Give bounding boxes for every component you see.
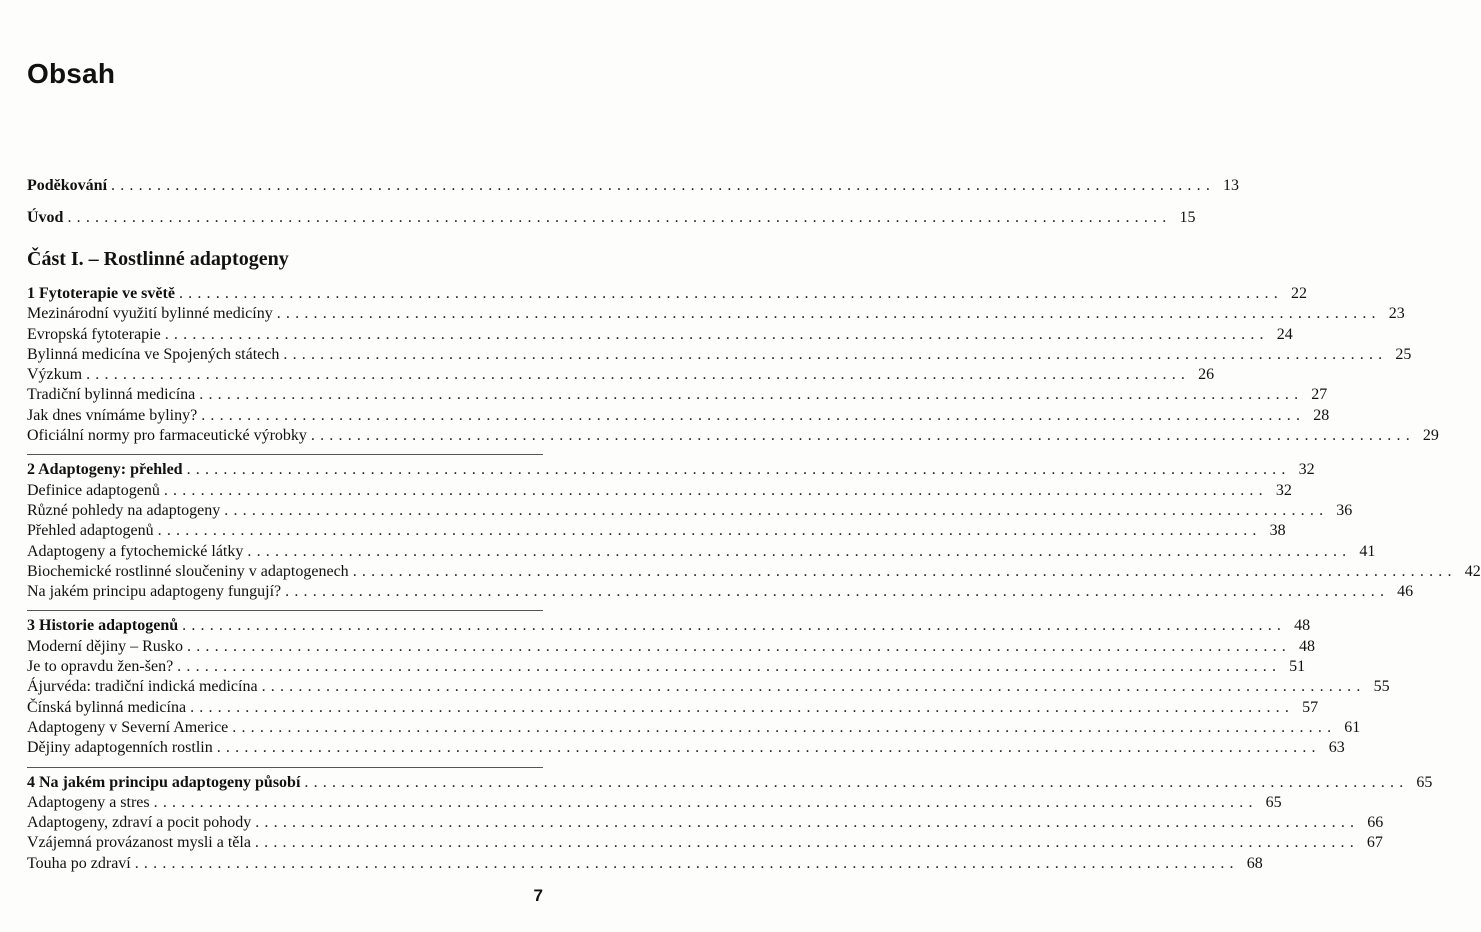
toc-entry[interactable] xyxy=(27,637,1315,657)
chapter-block xyxy=(27,454,1481,602)
dot-leader: ........................................................................................................................ xyxy=(304,773,1409,791)
toc-entry-page: 48 xyxy=(1299,637,1315,655)
toc-entry[interactable] xyxy=(27,426,1439,446)
dot-leader: ........................................................................................................................ xyxy=(164,325,1269,343)
toc-entry-page: 25 xyxy=(1395,345,1412,363)
toc-entry[interactable] xyxy=(27,385,1328,405)
toc-entry-label: Poděkování xyxy=(27,177,108,194)
chapter-divider xyxy=(27,610,543,611)
toc-entry-page: 68 xyxy=(1246,854,1263,872)
chapter-list xyxy=(27,284,1481,874)
chapter-heading[interactable] xyxy=(27,460,1315,480)
toc-entry-page: 32 xyxy=(1298,461,1315,479)
dot-leader: ........................................................................................................................ xyxy=(201,406,1306,424)
dot-leader: ........................................................................................................................ xyxy=(86,366,1191,384)
dot-leader: ........................................................................................................................ xyxy=(177,658,1282,676)
toc-entry[interactable] xyxy=(27,562,1481,582)
toc-entry[interactable] xyxy=(27,501,1353,521)
dot-leader: ........................................................................................................................ xyxy=(255,814,1360,832)
chapter-heading[interactable] xyxy=(27,284,1307,304)
toc-entry-label: Jak dnes vnímáme byliny? xyxy=(27,406,198,424)
toc-entry-page: 65 xyxy=(1265,793,1282,811)
toc-entry-label: Je to opravdu žen-šen? xyxy=(27,658,174,676)
toc-entry[interactable] xyxy=(27,813,1384,833)
toc-entry-label: Vzájemná provázanost mysli a těla xyxy=(27,834,251,852)
dot-leader: ........................................................................................................................ xyxy=(199,386,1304,404)
dot-leader: ........................................................................................................................ xyxy=(247,542,1352,560)
dot-leader: ........................................................................................................................ xyxy=(254,834,1359,852)
toc-entry[interactable] xyxy=(27,365,1215,385)
dot-leader: ........................................................................................................................ xyxy=(134,854,1239,872)
toc-entry[interactable] xyxy=(27,677,1390,697)
toc-entry-label: Výzkum xyxy=(27,366,83,384)
toc-entry-label: Bylinná medicína ve Spojených státech xyxy=(27,345,280,363)
dot-leader: ........................................................................................................................ xyxy=(178,285,1283,302)
dot-leader: ........................................................................................................................ xyxy=(186,461,1291,479)
toc-entry[interactable] xyxy=(27,325,1293,345)
toc-entry[interactable] xyxy=(27,718,1361,738)
toc-entry-label: Úvod xyxy=(27,209,64,226)
table-of-contents xyxy=(27,170,1481,882)
toc-entry[interactable] xyxy=(27,793,1282,813)
toc-entry-page: 32 xyxy=(1275,481,1292,499)
toc-entry-page: 23 xyxy=(1388,305,1405,323)
toc-entry-acknowledgements[interactable] xyxy=(27,170,1240,202)
toc-entry-page: 36 xyxy=(1336,501,1353,519)
dot-leader: ........................................................................................................................ xyxy=(190,698,1295,716)
toc-entry-page: 57 xyxy=(1302,698,1319,716)
toc-entry-label: Touha po zdraví xyxy=(27,854,131,872)
dot-leader: ........................................................................................................................ xyxy=(153,793,1258,811)
toc-entry[interactable] xyxy=(27,657,1306,677)
toc-entry-page: 27 xyxy=(1311,386,1328,404)
toc-entry-introduction[interactable] xyxy=(27,202,1196,234)
dot-leader: ........................................................................................................................ xyxy=(216,739,1321,757)
chapter-divider xyxy=(27,454,543,455)
chapter-block xyxy=(27,284,1439,446)
dot-leader: ........................................................................................................................ xyxy=(276,305,1381,323)
toc-entry-label: Mezinárodní využití bylinné medicíny xyxy=(27,305,273,323)
toc-entry-page: 13 xyxy=(1223,177,1240,194)
dot-leader: ........................................................................................................................ xyxy=(285,583,1390,601)
dot-leader: ........................................................................................................................ xyxy=(261,678,1366,696)
toc-entry[interactable] xyxy=(27,833,1383,853)
toc-entry-label: Adaptogeny, zdraví a pocit pohody xyxy=(27,814,252,832)
toc-entry-label: Různé pohledy na adaptogeny xyxy=(27,501,221,519)
toc-entry[interactable] xyxy=(27,542,1376,562)
chapter-block xyxy=(27,610,1390,758)
dot-leader: ........................................................................................................................ xyxy=(310,427,1415,445)
toc-entry-page: 61 xyxy=(1344,718,1361,736)
toc-entry-page: 66 xyxy=(1367,814,1384,832)
toc-entry-page: 65 xyxy=(1416,773,1433,791)
toc-entry-page: 41 xyxy=(1359,542,1376,560)
toc-entry-label: Čínská bylinná medicína xyxy=(27,698,187,716)
toc-entry-label: Tradiční bylinná medicína xyxy=(27,386,196,404)
toc-entry-page: 38 xyxy=(1269,522,1286,540)
toc-entry-label: 3 Historie adaptogenů xyxy=(27,617,179,635)
toc-entry[interactable] xyxy=(27,345,1412,365)
toc-entry-label: 1 Fytoterapie ve světě xyxy=(27,285,175,302)
toc-entry-label: Adaptogeny v Severní Americe xyxy=(27,718,229,736)
toc-entry-label: Biochemické rostlinné sloučeniny v adaptogenech xyxy=(27,562,349,580)
part-title: Část I. – Rostlinné adaptogeny xyxy=(27,248,289,270)
dot-leader: ........................................................................................................................ xyxy=(232,718,1337,736)
toc-entry-page: 55 xyxy=(1373,678,1390,696)
dot-leader: ........................................................................................................................ xyxy=(283,345,1388,363)
page-number: 7 xyxy=(533,886,543,905)
toc-entry-page: 26 xyxy=(1198,366,1215,384)
chapter-heading[interactable] xyxy=(27,773,1433,793)
front-matter xyxy=(27,170,1240,234)
dot-leader: ........................................................................................................................ xyxy=(157,522,1262,540)
toc-entry-page: 63 xyxy=(1328,739,1345,757)
toc-entry-page: 42 xyxy=(1464,562,1481,580)
toc-entry[interactable] xyxy=(27,582,1414,602)
toc-entry-page: 15 xyxy=(1179,209,1196,226)
toc-entry[interactable] xyxy=(27,854,1263,874)
dot-leader: ........................................................................................................................ xyxy=(67,209,1172,226)
toc-entry[interactable] xyxy=(27,481,1292,501)
toc-entry-label: 4 Na jakém principu adaptogeny působí xyxy=(27,773,301,791)
toc-entry[interactable] xyxy=(27,304,1405,324)
toc-entry-page: 22 xyxy=(1290,285,1307,302)
toc-entry-page: 29 xyxy=(1422,427,1439,445)
toc-entry[interactable] xyxy=(27,521,1286,541)
toc-entry-page: 51 xyxy=(1289,658,1306,676)
toc-entry-page: 28 xyxy=(1313,406,1330,424)
chapter-divider xyxy=(27,767,543,768)
chapter-heading[interactable] xyxy=(27,616,1311,636)
toc-entry-label: Ájurvéda: tradiční indická medicína xyxy=(27,678,258,696)
dot-leader: ........................................................................................................................ xyxy=(163,481,1268,499)
toc-entry-label: Přehled adaptogenů xyxy=(27,522,154,540)
dot-leader: ........................................................................................................................ xyxy=(111,177,1216,194)
toc-entry-label: Adaptogeny a stres xyxy=(27,793,150,811)
dot-leader: ........................................................................................................................ xyxy=(224,501,1329,519)
toc-entry[interactable] xyxy=(27,406,1330,426)
toc-entry[interactable] xyxy=(27,698,1319,718)
toc-entry-label: Adaptogeny a fytochemické látky xyxy=(27,542,244,560)
toc-entry-label: Na jakém principu adaptogeny fungují? xyxy=(27,583,282,601)
toc-entry-label: 2 Adaptogeny: přehled xyxy=(27,461,183,479)
toc-entry-label: Evropská fytoterapie xyxy=(27,325,161,343)
toc-entry-page: 67 xyxy=(1366,834,1383,852)
dot-leader: ........................................................................................................................ xyxy=(187,637,1291,655)
toc-entry-page: 24 xyxy=(1276,325,1293,343)
toc-entry-label: Definice adaptogenů xyxy=(27,481,160,499)
toc-entry-page: 48 xyxy=(1294,617,1311,635)
chapter-block xyxy=(27,767,1433,874)
toc-entry-page: 46 xyxy=(1397,583,1414,601)
toc-entry-label: Dějiny adaptogenních rostlin xyxy=(27,739,213,757)
dot-leader: ........................................................................................................................ xyxy=(182,617,1287,635)
page-title: Obsah xyxy=(27,58,116,89)
toc-entry[interactable] xyxy=(27,738,1345,758)
toc-entry-label: Moderní dějiny – Rusko xyxy=(27,637,183,655)
toc-entry-label: Oficiální normy pro farmaceutické výrobky xyxy=(27,427,307,445)
dot-leader: ........................................................................................................................ xyxy=(352,562,1457,580)
